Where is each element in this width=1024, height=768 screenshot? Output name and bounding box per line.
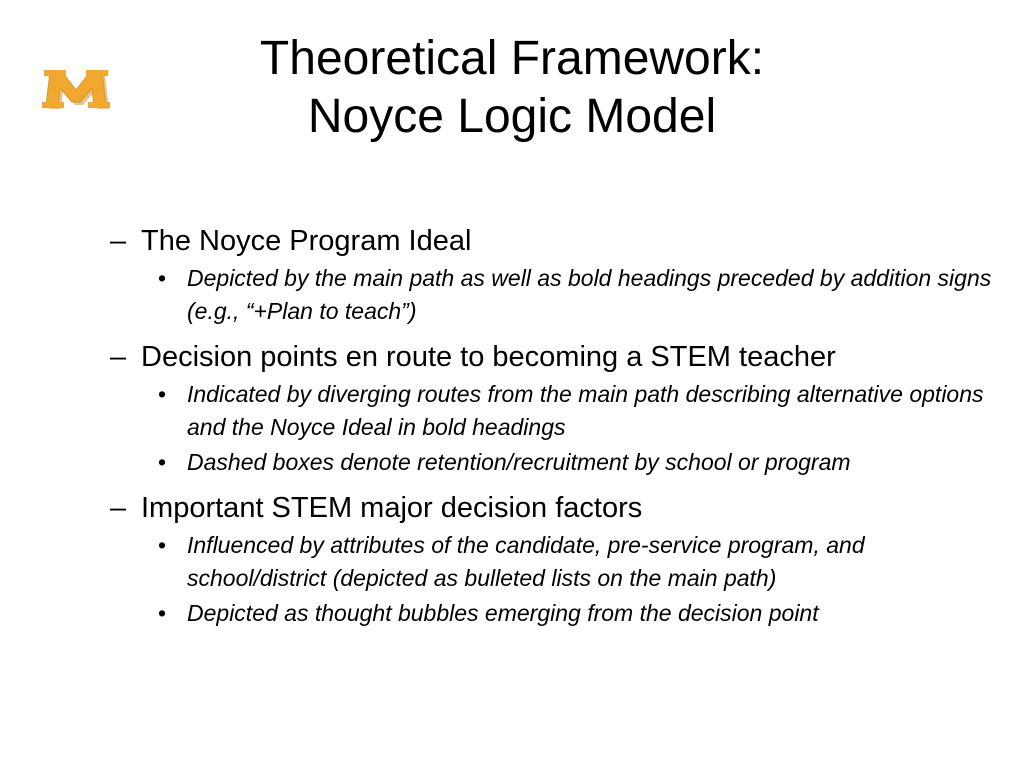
section-heading-text: Important STEM major decision factors (141, 492, 643, 524)
bullet-text: Depicted as thought bubbles emerging from the decision point (187, 600, 819, 626)
bullet-text: Influenced by attributes of the candidate, pre-service program, and school/district (depicted as bulleted lists on the main path) (187, 532, 865, 591)
section-heading-noyce-ideal (110, 222, 1010, 260)
slide-body (110, 222, 1010, 630)
bullet-text: Dashed boxes denote retention/recruitment by school or program (187, 449, 851, 475)
dash-marker: – (110, 341, 127, 373)
section-heading-decision-factors (110, 489, 1010, 527)
bullet-text: Depicted by the main path as well as bold headings preceded by addition signs (e.g., “+Plan to teach”) (187, 265, 992, 324)
bullet-item (158, 262, 1010, 328)
bullet-marker: • (158, 381, 167, 407)
bullet-item (158, 378, 1010, 444)
bullet-marker: • (158, 532, 167, 558)
bullet-marker: • (158, 600, 167, 626)
bullet-text: Indicated by diverging routes from the main path describing alternative options and the Noyce Ideal in bold headings (187, 381, 984, 440)
slide-title (0, 30, 1024, 146)
bullet-item (158, 597, 1010, 630)
title-line-1: Theoretical Framework: (259, 32, 765, 85)
section-heading-decision-points (110, 338, 1010, 376)
bullet-marker: • (158, 265, 167, 291)
bullet-item (158, 529, 1010, 595)
dash-marker: – (110, 492, 127, 524)
title-line-2: Noyce Logic Model (307, 90, 717, 143)
bullet-marker: • (158, 449, 167, 475)
dash-marker: – (110, 225, 127, 257)
bullet-item (158, 446, 1010, 479)
section-heading-text: The Noyce Program Ideal (141, 225, 472, 257)
section-heading-text: Decision points en route to becoming a STEM teacher (141, 341, 836, 373)
